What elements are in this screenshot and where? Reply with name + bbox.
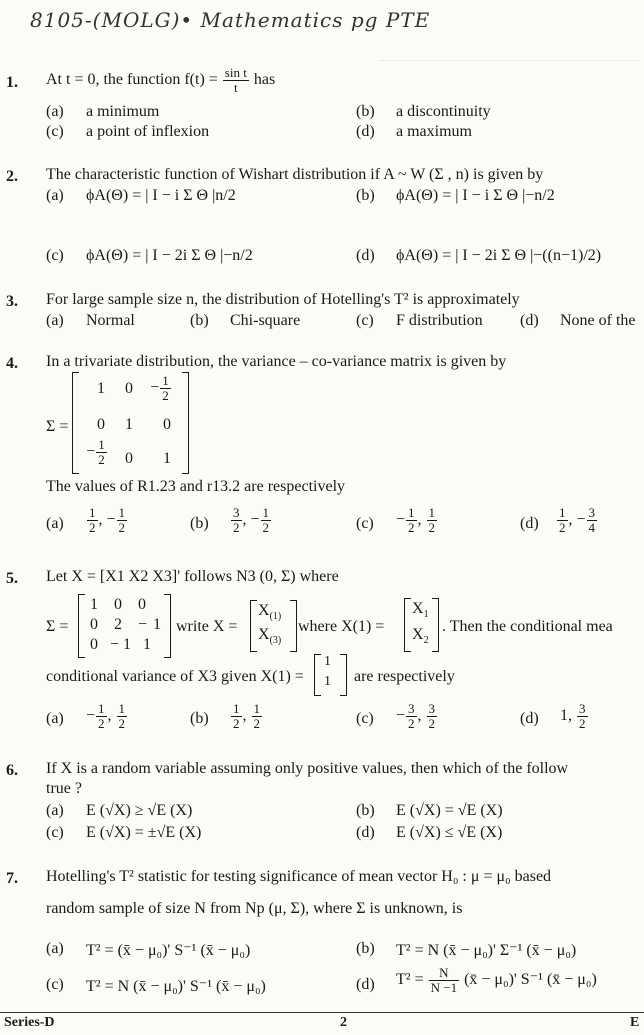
option-label: (d) [356, 976, 375, 993]
formula-prefix: T² = [396, 971, 424, 989]
vector-entry: 1 [324, 654, 331, 669]
option-text: E (√X) = √E (X) [396, 802, 503, 819]
question-text: conditional variance of X3 given X(1) = [46, 668, 304, 685]
matrix-cell: 1 [125, 416, 133, 433]
matrix-bracket-left [314, 654, 321, 696]
question-number: 5. [6, 570, 18, 587]
option-label: (b) [190, 515, 209, 532]
option-text: a point of inflexion [86, 123, 210, 140]
option-label: (a) [46, 940, 64, 957]
option-label: (a) [46, 515, 64, 532]
option-label: (c) [356, 312, 374, 329]
matrix-cell: − $\frac{1}{2}$ [86, 437, 105, 467]
option-label: (b) [356, 103, 375, 120]
option-text: $\frac{1}{2}$ , − $\frac{1}{2}$ [89, 505, 126, 535]
option-text: E (√X) ≥ √E (X) [86, 802, 193, 819]
option-label: (d) [356, 123, 375, 140]
option-label: (d) [520, 312, 539, 329]
option-text: $\frac{3}{2}$ , − $\frac{1}{2}$ [233, 505, 270, 535]
question-text: where X(1) = [298, 618, 385, 635]
option-text: 1, $\frac{3}{2}$ [560, 701, 586, 731]
option-text: a discontinuity [396, 103, 491, 120]
option-text: F distribution [396, 312, 483, 329]
question-stem: For large sample size n, the distribution of Hotelling's T² is approximately [46, 291, 520, 308]
option-label: (c) [356, 515, 374, 532]
question-number: 1. [6, 74, 18, 91]
matrix-bracket-left [404, 598, 411, 652]
option-text: Chi-square [230, 312, 301, 329]
option-label: (a) [46, 103, 64, 120]
question-stem: true ? [46, 780, 82, 797]
fraction [223, 66, 249, 95]
option-label: (c) [356, 710, 374, 727]
footer-series: Series-D [4, 1015, 55, 1030]
sigma-symbol: Σ = [46, 418, 69, 435]
question-number: 6. [6, 762, 18, 779]
matrix-bracket-left [72, 372, 79, 474]
matrix-bracket-right [290, 600, 297, 652]
stem-text: has [253, 71, 276, 89]
option-label: (d) [356, 247, 375, 264]
denominator: t [234, 80, 238, 95]
option-label: (b) [356, 940, 375, 957]
option-text: ϕA(Θ) = | I − 2i Σ Θ |−((n−1)/2) [396, 247, 602, 264]
question-text: . Then the conditional mea [442, 618, 613, 635]
option-label: (b) [190, 312, 209, 329]
option-label: (c) [46, 824, 64, 841]
option-label: (a) [46, 187, 64, 204]
matrix-cell: − $\frac{1}{2}$ [150, 373, 169, 403]
sigma-symbol: Σ = [46, 618, 69, 635]
option-label: (a) [46, 312, 64, 329]
formula-suffix: (x̄ − μ₀)' S⁻¹ (x̄ − μ₀) [464, 971, 597, 989]
option-label: (d) [520, 710, 539, 727]
numerator: sin t [224, 65, 247, 80]
option-text: None of the [560, 312, 636, 329]
option-label: (b) [356, 802, 375, 819]
matrix-bracket-left [250, 600, 257, 652]
option-text: ϕA(Θ) = | I − i Σ Θ |−n/2 [396, 187, 555, 204]
footer-rule [0, 1012, 644, 1013]
matrix-row: 0 2 −1 [90, 616, 168, 633]
matrix-cell: 0 [163, 416, 171, 433]
question-number: 2. [6, 168, 18, 185]
matrix-cell: 1 [163, 450, 171, 467]
page-number: 2 [340, 1015, 347, 1030]
matrix-row: 1 0 0 [90, 596, 152, 613]
stem-text: At t = 0, the function f(t) = [46, 71, 218, 89]
matrix-cell: 1 [97, 380, 105, 397]
option-label: (a) [46, 710, 64, 727]
footer-right-text: E [630, 1015, 640, 1030]
option-label: (c) [46, 247, 64, 264]
option-text: − $\frac{1}{2}$ , $\frac{1}{2}$ [396, 505, 436, 535]
option-text: T² = (x̄ − μ₀)' S⁻¹ (x̄ − μ₀) [86, 942, 251, 959]
option-text: Normal [86, 312, 135, 329]
option-label: (d) [356, 824, 375, 841]
matrix-bracket-right [340, 654, 347, 696]
option-text: $\frac{1}{2}$ , $\frac{1}{2}$ [233, 701, 260, 731]
question-stem: If X is a random variable assuming only positive values, then which of the follow [46, 760, 569, 777]
matrix-cell: 0 [97, 416, 105, 433]
fraction [429, 966, 459, 995]
question-stem [46, 66, 275, 95]
vector-entry: $X_{(3)}$ [258, 626, 282, 647]
question-stem: Hotelling's T² statistic for testing significance of mean vector H₀ : μ = μ₀ based [46, 868, 552, 885]
vector-entry: $X_{(1)}$ [258, 602, 282, 623]
question-stem: random sample of size N from Np (μ, Σ), where Σ is unknown, is [46, 900, 463, 917]
question-stem: The characteristic function of Wishart distribution if A ~ W (Σ , n) is given by [46, 166, 544, 183]
numerator: N [429, 966, 459, 981]
denominator: N −1 [430, 980, 458, 995]
option-label: (d) [520, 515, 539, 532]
vector-entry: $X_1$ [412, 600, 429, 621]
option-text: ϕA(Θ) = | I − i Σ Θ |n/2 [86, 187, 236, 204]
matrix-bracket-right [432, 598, 439, 652]
option-label: (c) [46, 976, 64, 993]
option-text: $\frac{1}{2}$ , − $\frac{3}{4}$ [559, 505, 596, 535]
option-text: a minimum [86, 103, 160, 120]
matrix-cell: 0 [125, 450, 133, 467]
option-text: − $\frac{1}{2}$ , $\frac{1}{2}$ [86, 701, 126, 731]
question-number: 7. [6, 870, 18, 887]
matrix-bracket-left [78, 594, 85, 658]
option-text: − $\frac{3}{2}$ , $\frac{3}{2}$ [396, 701, 436, 731]
vector-entry: 1 [324, 674, 331, 689]
question-stem: In a trivariate distribution, the variance – co-variance matrix is given by [46, 353, 507, 370]
handwritten-header: 8105-(MOLG)• Mathematics pg PTE [30, 8, 431, 32]
option-label: (b) [190, 710, 209, 727]
question-number: 3. [6, 293, 18, 310]
question-stem: Let X = [X1 X2 X3]' follows N3 (0, Σ) where [46, 568, 339, 585]
option-label: (c) [46, 123, 64, 140]
vector-entry: $X_2$ [412, 626, 429, 647]
option-label: (b) [356, 187, 375, 204]
option-text: a maximum [396, 123, 472, 140]
question-text: write X = [176, 618, 238, 635]
option-text: T² = N (x̄ − μ₀)' S⁻¹ (x̄ − μ₀) [86, 978, 266, 995]
option-text [396, 966, 597, 995]
question-text: The values of R1.23 and r13.2 are respectively [46, 478, 346, 495]
question-text: are respectively [354, 668, 455, 685]
option-text: ϕA(Θ) = | I − 2i Σ Θ |−n/2 [86, 247, 253, 264]
matrix-cell: 0 [125, 380, 133, 397]
matrix-row: 0 −1 1 [90, 636, 156, 653]
option-label: (a) [46, 802, 64, 819]
option-text: E (√X) = ±√E (X) [86, 824, 202, 841]
question-number: 4. [6, 355, 18, 372]
option-text: E (√X) ≤ √E (X) [396, 824, 503, 841]
option-text: T² = N (x̄ − μ₀)' Σ⁻¹ (x̄ − μ₀) [396, 942, 577, 959]
